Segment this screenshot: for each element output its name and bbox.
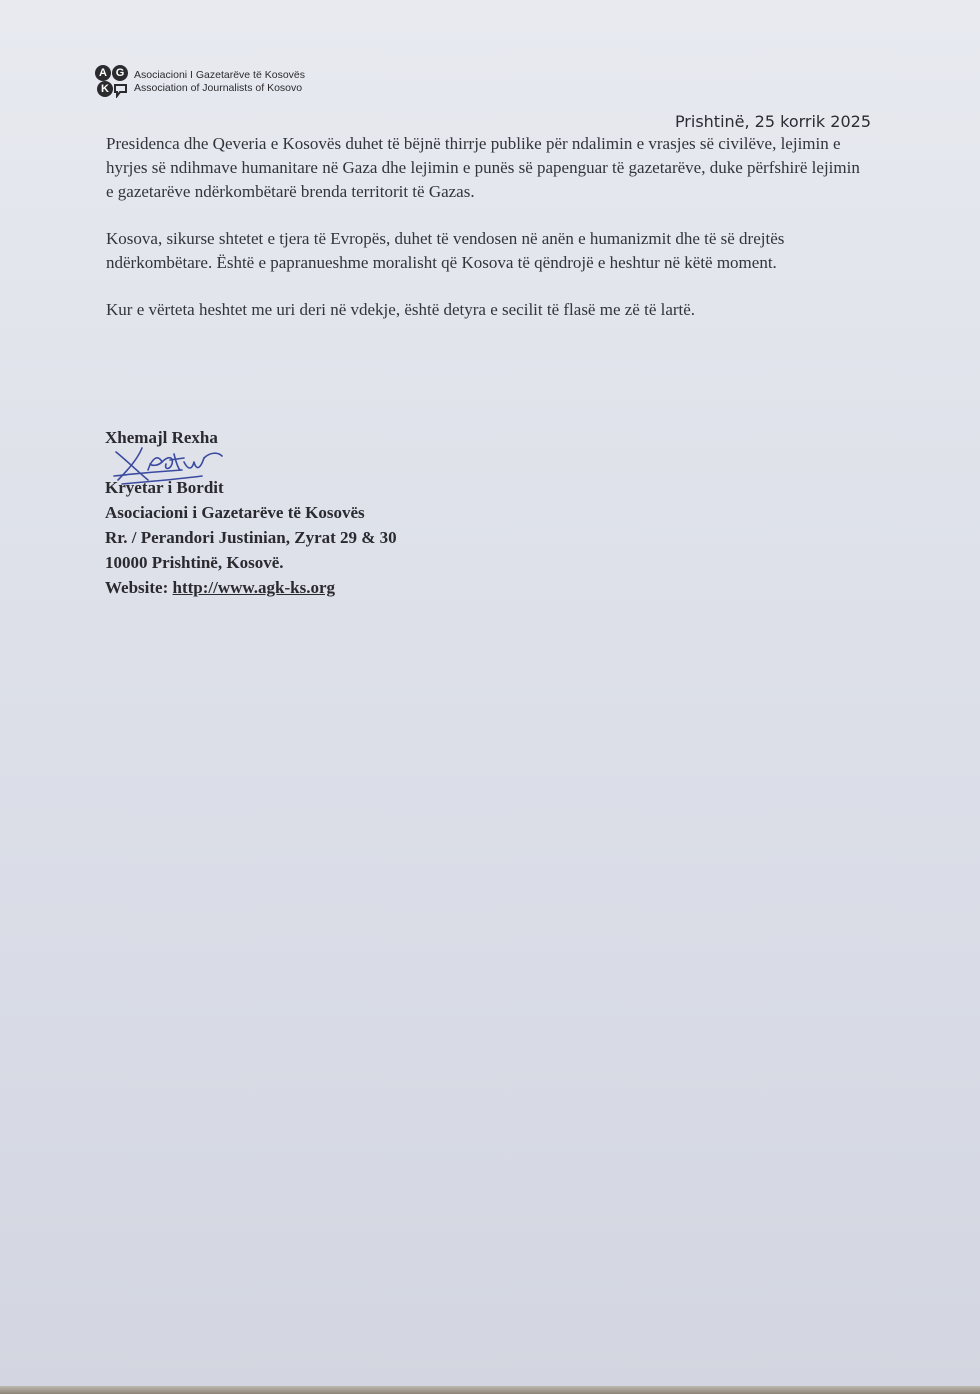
- paragraph-3: Kur e vërteta heshtet me uri deri në vdekje, është detyra e secilit të flasë me zë të lartë.: [106, 300, 696, 319]
- logo-letter-a: A: [95, 65, 111, 81]
- paragraph-2: Kosova, sikurse shtetet e tjera të Evropës, duhet të vendosen në anën e humanizmit dhe të së drejtës ndërkombëtare. Është e papranueshme moralisht që Kosova të qëndrojë e heshtur në këtë moment.: [106, 229, 785, 272]
- logo-letter-k: K: [97, 81, 113, 97]
- paragraph-1: Presidenca dhe Qeveria e Kosovës duhet të bëjnë thirrje publike për ndalimin e vrasjes së civilëve, lejimin e hyrjes së ndihmave humanitare në Gaza dhe lejimin e punës së papenguar të gazetarëve, duke përfshirë lejimin e gazetarëve ndërkombëtarë brenda territorit të Gazas.: [106, 134, 860, 201]
- website-label: Website:: [105, 578, 169, 597]
- org-name-en: Association of Journalists of Kosovo: [134, 82, 303, 94]
- org-name-sq: Asociacioni I Gazetarëve të Kosovës: [134, 69, 306, 81]
- website-link[interactable]: http://www.agk-ks.org: [172, 578, 335, 597]
- org-logo: [95, 64, 345, 100]
- paper-bottom-edge: [0, 1386, 980, 1394]
- logo-letter-g: G: [112, 65, 128, 81]
- handwritten-signature: [112, 440, 237, 490]
- signatory-city: 10000 Prishtinë, Kosovë.: [105, 553, 284, 572]
- letter-date: Prishtinë, 25 korrik 2025: [674, 112, 871, 131]
- signatory-title: Kryetar i Bordit: [105, 478, 224, 497]
- agk-logo-icon: [95, 64, 131, 100]
- website-line: [105, 575, 525, 600]
- speech-bubble-icon: [114, 84, 128, 98]
- letter-body: [106, 132, 866, 345]
- org-name-block: [134, 69, 305, 95]
- signatory-name: Xhemajl Rexha: [105, 428, 218, 447]
- signatory-organization: Asociacioni i Gazetarëve të Kosovës: [105, 503, 365, 522]
- signatory-address: Rr. / Perandori Justinian, Zyrat 29 & 30: [105, 528, 397, 547]
